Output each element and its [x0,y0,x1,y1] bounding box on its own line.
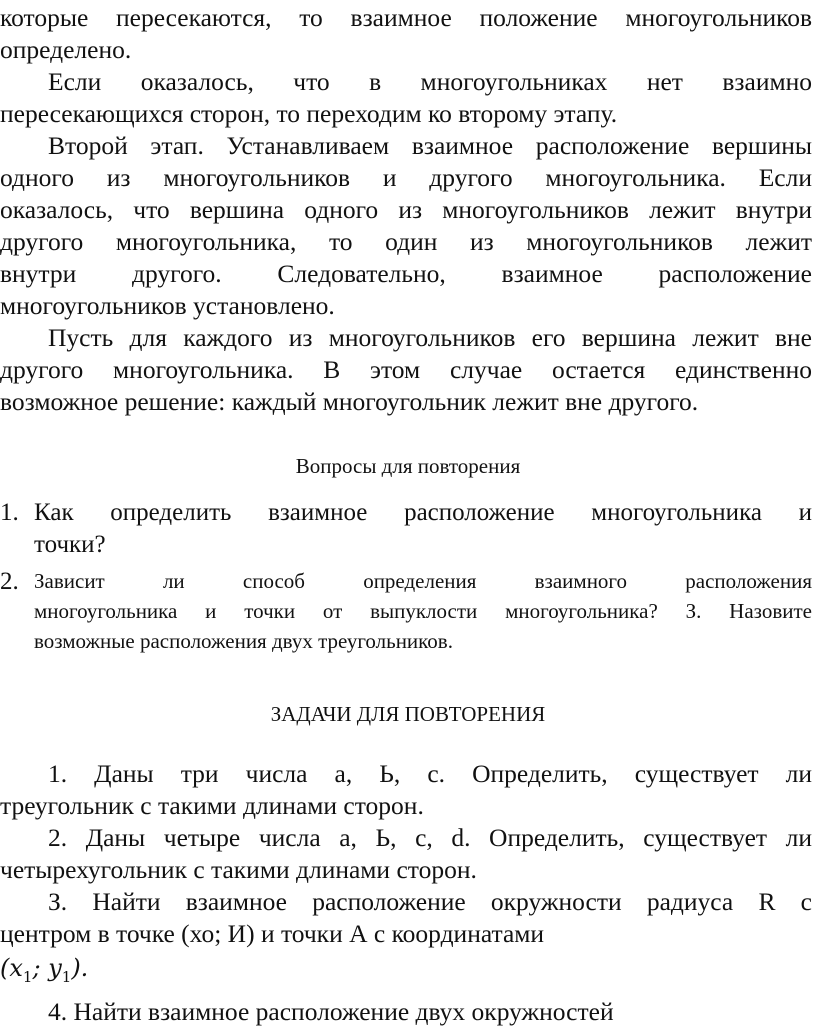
question-number: 2. [0,568,19,595]
text-line: центром в точке (хо; И) и точки А с координатами [0,919,545,948]
text-line: возможное решение: каждый многоугольник лежит вне другого. [0,387,699,416]
coordinates-formula [0,952,812,993]
task-item [0,758,812,822]
text-line: пересекающихся сторон, то переходим ко второму этапу. [0,99,618,128]
text-line: определено. [0,35,132,64]
text-line: Если оказалось, что в многоугольниках нет взаимно [48,67,812,96]
formula-close: ). [71,954,89,982]
text-line: Пусть для каждого из многоугольников его вершина лежит вне [48,323,812,352]
text-line: другого многоугольника, то один из многоугольников лежит [0,227,812,256]
formula-sep: ; [32,954,41,982]
task-item [0,996,812,1028]
text-line: З. Найти взаимное расположение окружности радиуса R с [48,887,812,916]
text-line: 2. Даны четыре числа а, Ь, с, d. Определить, существует ли [48,823,812,852]
text-line: точки? [34,531,106,558]
text-line: 1. Даны три числа а, Ь, с. Определить, существует ли [48,759,812,788]
text-line: многоугольника и точки от выпуклости многоугольника? З. Назовите [34,599,812,623]
formula-open: ( [0,954,10,982]
text-line: Второй этап. Устанавливаем взаимное расположение вершины [48,131,812,160]
text-line: Зависит ли способ определения взаимного расположения [34,569,812,593]
text-line: одного из многоугольников и другого многоугольника. Если [0,163,812,192]
question-item [0,566,812,656]
text-line: другого многоугольника. В этом случае остается единственно [0,355,812,384]
text-line: многоугольников установлено. [0,291,335,320]
text-line: четырехугольник с такими длинами сторон. [0,855,477,884]
formula-sub: 1 [22,967,33,986]
text-line: возможные расположения двух треугольников. [34,629,453,653]
question-item [0,497,812,561]
question-number: 1. [0,499,19,526]
paragraph-continuation [0,2,812,66]
paragraph-second-stage [0,130,812,322]
text-line: 4. Найти взаимное расположение двух окружностей [48,997,614,1026]
text-line: внутри другого. Следовательно, взаимное расположение [0,259,812,288]
task-item [0,886,812,950]
text-line: Как определить взаимное расположение многоугольника и [34,499,812,526]
paragraph-vertex-outside [0,322,812,418]
formula-sub: 1 [61,967,72,986]
paragraph-no-intersections [0,66,812,130]
formula-y: y [48,954,62,982]
questions-heading: Вопросы для повторения [295,454,521,478]
tasks-heading: ЗАДАЧИ ДЛЯ ПОВТОРЕНИЯ [270,702,546,726]
text-line: оказалось, что вершина одного из многоугольников лежит внутри [0,195,812,224]
text-line: которые пересекаются, то взаимное положение многоугольников [0,3,812,32]
task-item [0,822,812,886]
formula-x: x [9,954,23,982]
text-line: треугольник с такими длинами сторон. [0,791,424,820]
